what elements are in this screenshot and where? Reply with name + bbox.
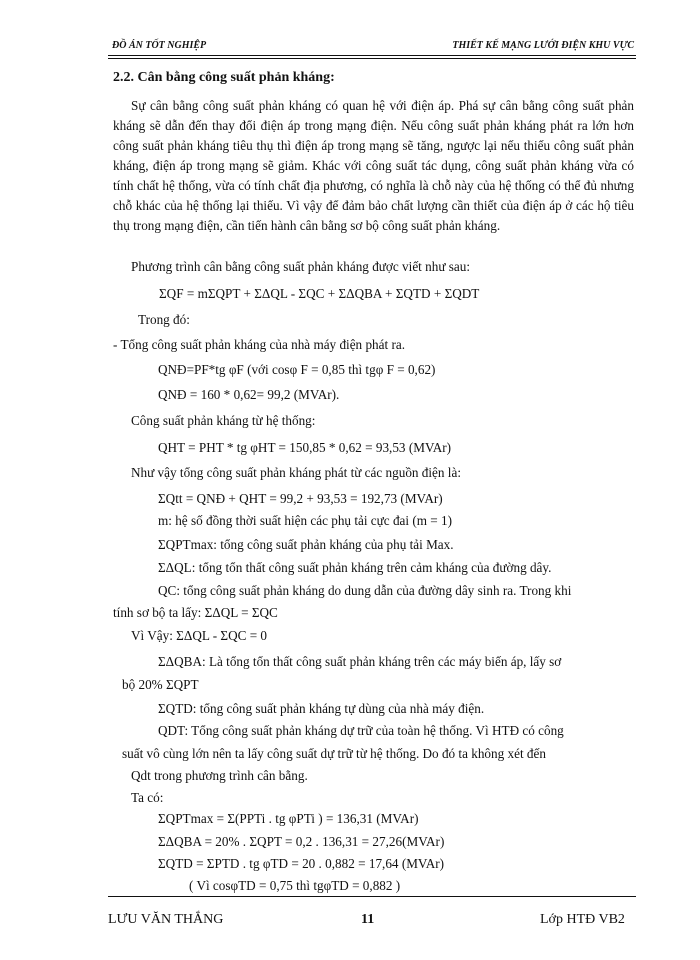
line-10: m: hệ số đồng thời suất hiện các phụ tải cực đai (m = 1) bbox=[158, 513, 453, 528]
section-title: 2.2. Cân bằng công suất phản kháng: bbox=[113, 70, 335, 85]
line-14: Vì Vậy: ΣΔQL - ΣQC = 0 bbox=[131, 628, 268, 643]
footer-author: LƯU VĂN THẮNG bbox=[108, 912, 224, 927]
line-trong-do: Trong đó: bbox=[138, 312, 190, 327]
equation-main: ΣQF = mΣQPT + ΣΔQL - ΣQC + ΣΔQBA + ΣQTD + ΣQDT bbox=[159, 286, 480, 301]
header-left: ĐỒ ÁN TỐT NGHIỆP bbox=[112, 40, 207, 51]
line-4: QNĐ=PF*tg φF (với cosφ F = 0,85 thì tgφ F = 0,62) bbox=[158, 362, 436, 377]
line-17b: suất vô cùng lớn nên ta lấy công suất dự trữ từ hệ thống. Do đó ta không xét đến bbox=[122, 746, 546, 761]
header-rule bbox=[108, 55, 636, 59]
page-number: 11 bbox=[361, 912, 375, 927]
line-9: ΣQtt = QNĐ + QHT = 99,2 + 93,53 = 192,73 (MVAr) bbox=[158, 491, 443, 506]
line-15a: ΣΔQBA: Là tổng tổn thất công suất phản kháng trên các máy biến áp, lấy sơ bbox=[158, 654, 562, 669]
line-13a: QC: tổng công suất phản kháng do dung dẫn của đường dây sinh ra. Trong khi bbox=[158, 583, 572, 598]
line-18: Ta có: bbox=[131, 790, 164, 805]
page-header bbox=[112, 40, 634, 54]
line-1: Phương trình cân bằng công suất phản kháng được viết như sau: bbox=[131, 259, 471, 274]
line-11: ΣQPTmax: tổng công suất phản kháng của phụ tải Max. bbox=[158, 537, 454, 552]
header-right: THIẾT KẾ MẠNG LƯỚI ĐIỆN KHU VỰC bbox=[452, 40, 634, 51]
line-22: ( Vì cosφTD = 0,75 thì tgφTD = 0,882 ) bbox=[189, 878, 401, 893]
line-13b: tính sơ bộ ta lấy: ΣΔQL = ΣQC bbox=[113, 605, 278, 620]
line-3: - Tổng công suất phản kháng của nhà máy điện phát ra. bbox=[113, 337, 405, 352]
line-20: ΣΔQBA = 20% . ΣQPT = 0,2 . 136,31 = 27,26(MVAr) bbox=[158, 834, 445, 849]
line-19: ΣQPTmax = Σ(PPTi . tg φPTi ) = 136,31 (MVAr) bbox=[158, 811, 419, 826]
footer-rule bbox=[108, 896, 636, 897]
footer-class: Lớp HTĐ VB2 bbox=[540, 912, 625, 927]
line-17c: Qdt trong phương trình cân bằng. bbox=[131, 768, 308, 783]
line-8: Như vậy tổng công suất phản kháng phát từ các nguồn điện là: bbox=[131, 465, 461, 480]
line-7: QHT = PHT * tg φHT = 150,85 * 0,62 = 93,53 (MVAr) bbox=[158, 440, 452, 455]
intro-paragraph: Sự cân bằng công suất phản kháng có quan hệ với điện áp. Phá sự cân bằng công suất phản kháng sẽ dẫn đến thay đổi điện áp trong mạng điện. Nếu công suất phản kháng phát ra lớn hơn công suất phản kháng tiêu thụ thì điện áp trong mạng sẽ tăng, ngược lại nếu thiếu công suất phản kháng, điện áp trong mạng sẽ giảm. Khác với công suất tác dụng, công suất phản kháng vừa có tính chất hệ thống, vừa có tính chất địa phương, có nghĩa là chỗ này của hệ thống có thể đủ nhưng chỗ khác của hệ thống lại thiếu. Vì vậy để đảm bảo chất lượng cần thiết của điện áp ở các hộ tiêu thụ trong mạng điện, cần tiến hành cân bằng sơ bộ công suất phản kháng. bbox=[113, 98, 634, 233]
line-5: QNĐ = 160 * 0,62= 99,2 (MVAr). bbox=[158, 387, 340, 402]
line-12: ΣΔQL: tổng tổn thất công suất phản kháng trên cảm kháng của đường dây. bbox=[158, 560, 552, 575]
line-6: Công suất phản kháng từ hệ thống: bbox=[131, 413, 316, 428]
line-21: ΣQTD = ΣPTD . tg φTD = 20 . 0,882 = 17,64 (MVAr) bbox=[158, 856, 445, 871]
line-15b: bộ 20% ΣQPT bbox=[122, 677, 199, 692]
line-16: ΣQTD: tổng công suất phản kháng tự dùng của nhà máy điện. bbox=[158, 701, 485, 716]
line-17a: QDT: Tổng công suất phản kháng dự trữ của toàn hệ thống. Vì HTĐ có công bbox=[158, 723, 564, 738]
